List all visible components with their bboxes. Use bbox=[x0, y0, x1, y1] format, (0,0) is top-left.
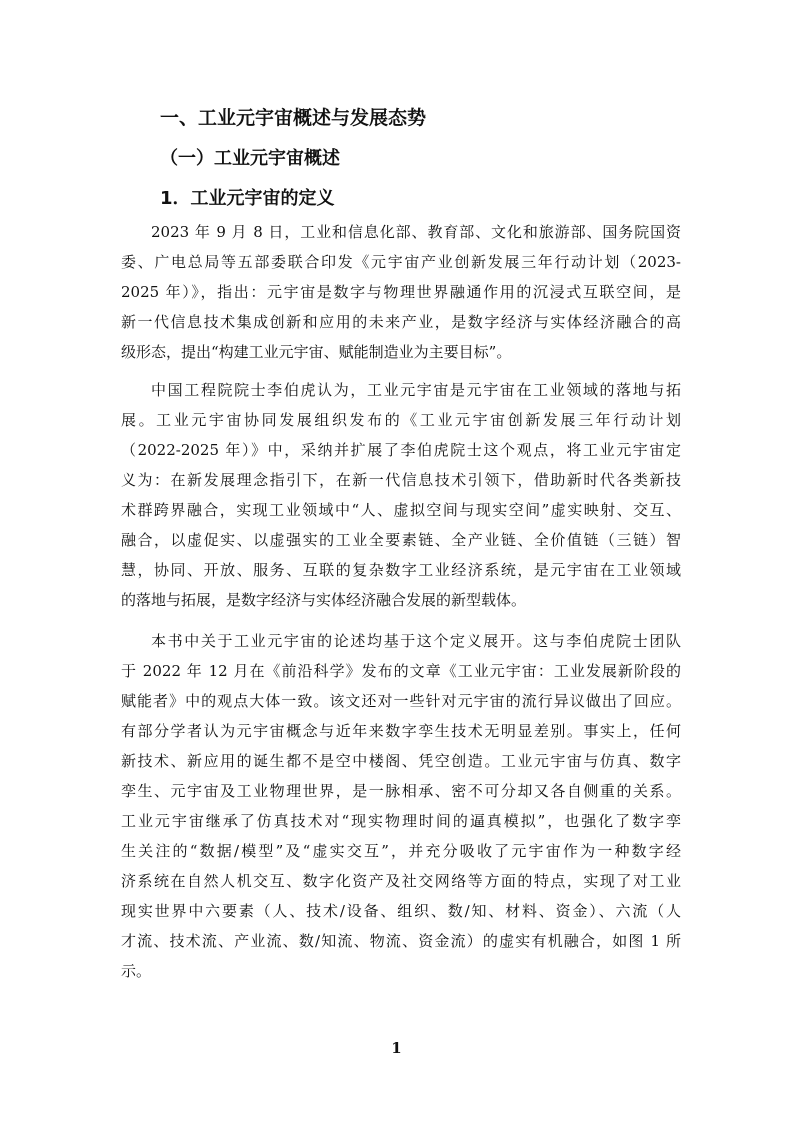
paragraph-line: 2025 年）》，指出：元宇宙是数字与物理世界融通作用的沉浸式互联空间，是 bbox=[121, 283, 681, 301]
paragraph-line: 术群跨界融合，实现工业领域中“人、虚拟空间与现实空间”虚实映射、交互、 bbox=[121, 501, 681, 519]
paragraph-line: 融合，以虚促实、以虚强实的工业全要素链、全产业链、全价值链（三链）智 bbox=[121, 531, 681, 549]
paragraph-line: 慧，协同、开放、服务、互联的复杂数字工业经济系统，是元宇宙在工业领域 bbox=[121, 561, 681, 579]
subsection-heading: 1．工业元宇宙的定义 bbox=[160, 188, 335, 209]
paragraph-line: 才流、技术流、产业流、数/知流、物流、资金流）的虚实有机融合，如图 1 所 bbox=[121, 932, 681, 950]
paragraph-line: （2022-2025 年）》中，采纳并扩展了李伯虎院士这个观点，将工业元宇宙定 bbox=[121, 441, 681, 459]
paragraph-line: 委、广电总局等五部委联合印发《元宇宙产业创新发展三年行动计划（2023- bbox=[121, 253, 681, 271]
paragraph-line: 的落地与拓展，是数字经济与实体经济融合发展的新型载体。 bbox=[121, 591, 527, 609]
paragraph-2 bbox=[121, 375, 681, 615]
paragraph-line: 义为：在新发展理念指引下，在新一代信息技术引领下，借助新时代各类新技 bbox=[121, 471, 681, 489]
paragraph-line: 孪生、元宇宙及工业物理世界，是一脉相承、密不可分却又各自侧重的关系。 bbox=[121, 782, 681, 800]
paragraph-line: 赋能者》中的观点大体一致。该文还对一些针对元宇宙的流行异议做出了回应。 bbox=[121, 692, 681, 710]
paragraph-line: 工业元宇宙继承了仿真技术对“现实物理时间的逼真模拟”，也强化了数字孪 bbox=[121, 812, 681, 830]
paragraph-1 bbox=[121, 217, 681, 367]
section-heading: （一）工业元宇宙概述 bbox=[160, 148, 340, 169]
paragraph-line: 新技术、新应用的诞生都不是空中楼阁、凭空创造。工业元宇宙与仿真、数字 bbox=[121, 752, 681, 770]
paragraph-line: 新一代信息技术集成创新和应用的未来产业，是数字经济与实体经济融合的高 bbox=[121, 313, 681, 331]
paragraph-line: 有部分学者认为元宇宙概念与近年来数字孪生技术无明显差别。事实上，任何 bbox=[121, 722, 681, 740]
paragraph-line: 生关注的“数据/模型”及“虚实交互”，并充分吸收了元宇宙作为一种数字经 bbox=[121, 842, 681, 860]
chapter-heading: 一、工业元宇宙概述与发展态势 bbox=[160, 107, 427, 129]
page-number: 1 bbox=[391, 1039, 402, 1057]
paragraph-line: 本书中关于工业元宇宙的论述均基于这个定义展开。这与李伯虎院士团队 bbox=[151, 632, 681, 650]
paragraph-line: 级形态，提出“构建工业元宇宙、赋能制造业为主要目标”。 bbox=[121, 343, 512, 361]
paragraph-line: 济系统在自然人机交互、数字化资产及社交网络等方面的特点，实现了对工业 bbox=[121, 872, 681, 890]
paragraph-line: 2023 年 9 月 8 日，工业和信息化部、教育部、文化和旅游部、国务院国资 bbox=[151, 223, 681, 241]
paragraph-line: 示。 bbox=[121, 962, 152, 980]
paragraph-line: 于 2022 年 12 月在《前沿科学》发布的文章《工业元宇宙：工业发展新阶段的 bbox=[121, 662, 681, 680]
paragraph-line: 现实世界中六要素（人、技术/设备、组织、数/知、材料、资金）、六流（人 bbox=[121, 902, 681, 920]
paragraph-line: 展。工业元宇宙协同发展组织发布的《工业元宇宙创新发展三年行动计划 bbox=[121, 411, 681, 429]
paragraph-3 bbox=[121, 626, 681, 986]
paragraph-line: 中国工程院院士李伯虎认为，工业元宇宙是元宇宙在工业领域的落地与拓 bbox=[151, 381, 681, 399]
